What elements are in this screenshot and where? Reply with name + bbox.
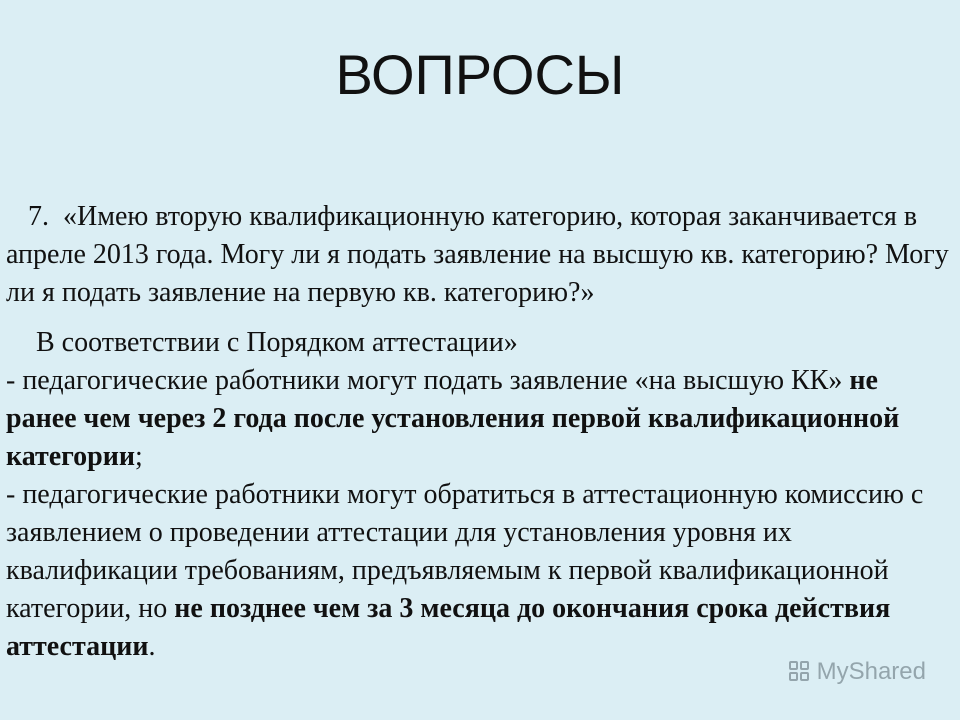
answer-item-1 bbox=[6, 362, 954, 476]
answer-item-1-text: - педагогические работники могут подать заявление «на высшую КК» bbox=[6, 365, 850, 396]
answer-item-1-emphasis: не ранее чем через 2 года после установления первой квалификационной категории bbox=[6, 365, 900, 472]
slide-title: ВОПРОСЫ bbox=[335, 43, 625, 106]
watermark bbox=[789, 658, 926, 686]
question-text: «Имею вторую квалификационную категорию, которая заканчивается в апреле 2013 года. Могу ли я подать заявление на высшую кв. категорию? Могу ли я подать заявление на первую кв. категорию?» bbox=[6, 201, 949, 308]
answer-intro: В соответствии с Порядком аттестации» bbox=[36, 327, 518, 358]
answer-item-2-text: - педагогические работники могут обратиться в аттестационную комиссию с заявлением о проведении аттестации для установления уровня их квалификации требованиям, предъявляемым к первой квалификационной категории, но bbox=[6, 479, 924, 624]
watermark-text: MyShared bbox=[816, 658, 926, 685]
slide-body bbox=[6, 198, 954, 666]
question-paragraph bbox=[6, 198, 954, 312]
answer-item-2 bbox=[6, 476, 954, 666]
question-number: 7. bbox=[28, 201, 49, 232]
answer-item-2-emphasis: не позднее чем за 3 месяца до окончания срока действия аттестации bbox=[6, 593, 891, 662]
answer-item-1-end: ; bbox=[135, 441, 143, 472]
answer-item-2-end: . bbox=[148, 631, 156, 662]
myshared-logo-icon bbox=[789, 661, 811, 683]
